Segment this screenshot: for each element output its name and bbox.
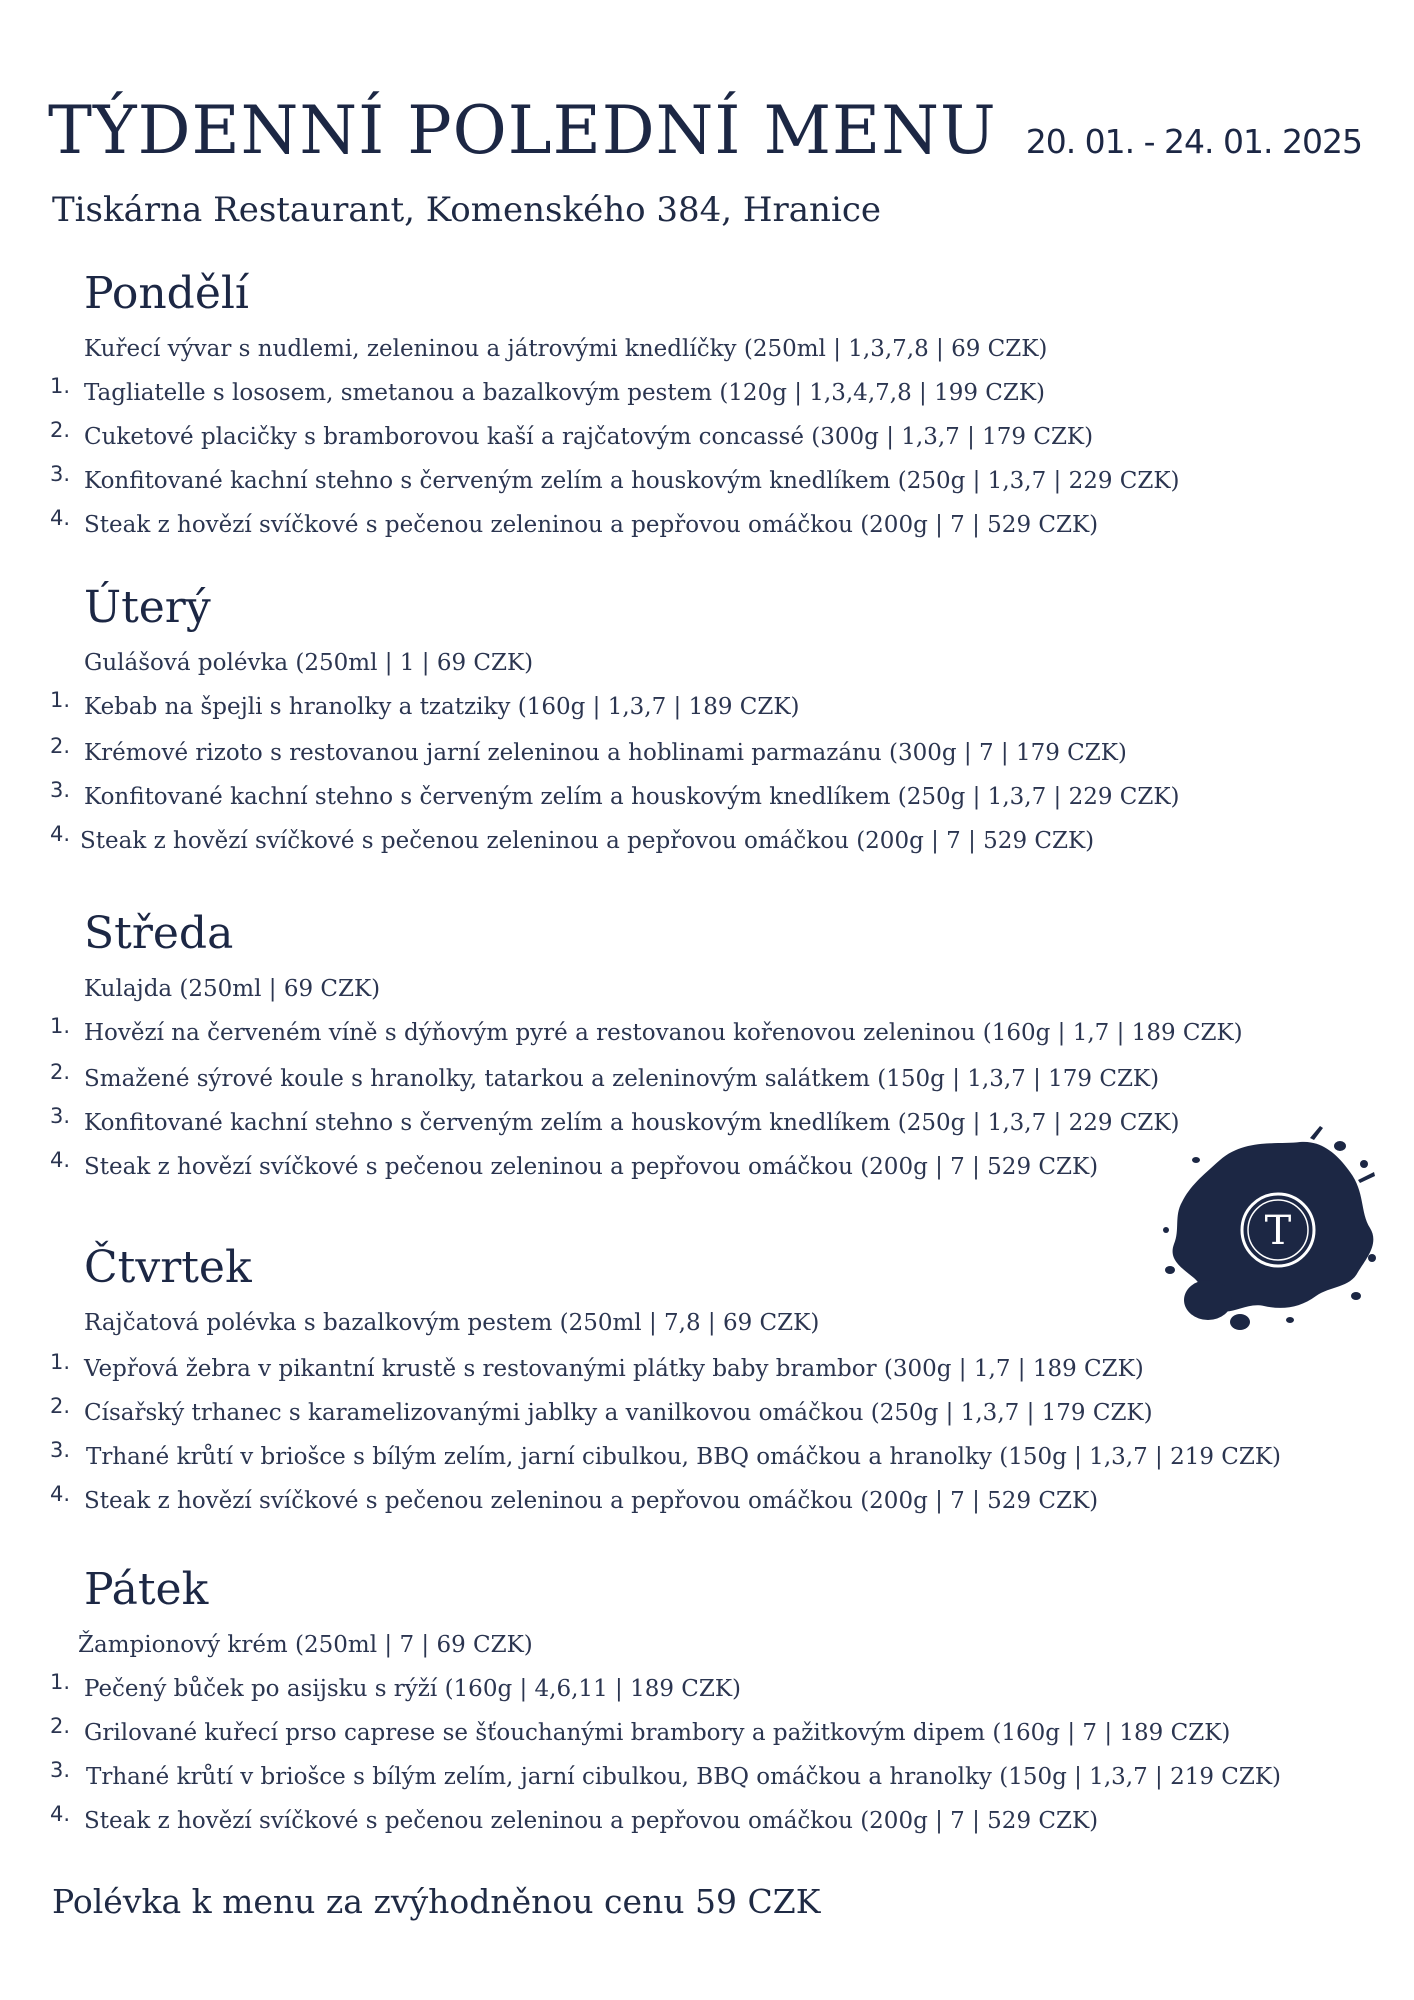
- dish-text: Císařský trhanec s karamelizovanými jablky a vanilkovou omáčkou (250g | 1,3,7 | 179 CZK): [84, 1400, 1153, 1426]
- dish-item: [0, 506, 1414, 544]
- dish-item: [0, 1438, 1414, 1476]
- day-name: Pondělí: [84, 268, 249, 319]
- soup-line: Rajčatová polévka s bazalkovým pestem (250ml | 7,8 | 69 CZK): [84, 1310, 820, 1336]
- dish-text: Cuketové placičky s bramborovou kaší a rajčatovým concassé (300g | 1,3,7 | 179 CZK): [84, 424, 1094, 450]
- dish-item: [0, 1758, 1414, 1796]
- menu-header: [48, 92, 1388, 169]
- dish-item: [0, 1350, 1414, 1388]
- dish-item: [0, 1714, 1414, 1752]
- dish-text: Krémové rizoto s restovanou jarní zeleninou a hoblinami parmazánu (300g | 7 | 179 CZK): [84, 740, 1127, 766]
- page-title: TÝDENNÍ POLEDNÍ MENU: [48, 92, 997, 169]
- dish-number: 2.: [50, 1060, 71, 1084]
- dish-number: 3.: [50, 462, 71, 486]
- dish-item: [0, 1394, 1414, 1432]
- dish-text: Steak z hovězí svíčkové s pečenou zeleninou a pepřovou omáčkou (200g | 7 | 529 CZK): [84, 1488, 1099, 1514]
- dish-item: [0, 1060, 1414, 1098]
- dish-item: [0, 1014, 1414, 1052]
- dish-number: 4.: [50, 822, 71, 846]
- soup-line: Žampionový krém (250ml | 7 | 69 CZK): [78, 1632, 533, 1658]
- soup-line: Kulajda (250ml | 69 CZK): [84, 976, 381, 1002]
- dish-number: 1.: [50, 374, 71, 398]
- day-name: Čtvrtek: [84, 1242, 252, 1293]
- dish-item: [0, 822, 1414, 860]
- dish-item: [0, 688, 1414, 726]
- dish-text: Smažené sýrové koule s hranolky, tatarkou a zeleninovým salátkem (150g | 1,3,7 | 179 CZK): [84, 1066, 1160, 1092]
- dish-number: 2.: [50, 1394, 71, 1418]
- dish-number: 2.: [50, 734, 71, 758]
- dish-text: Tagliatelle s lososem, smetanou a bazalkovým pestem (120g | 1,3,4,7,8 | 199 CZK): [84, 380, 1046, 406]
- dish-item: [0, 462, 1414, 500]
- dish-number: 4.: [50, 1482, 71, 1506]
- soup-discount-note: Polévka k menu za zvýhodněnou cenu 59 CZK: [52, 1882, 821, 1921]
- dish-item: [0, 734, 1414, 772]
- dish-number: 3.: [50, 1438, 71, 1462]
- dish-item: [0, 418, 1414, 456]
- dish-text: Steak z hovězí svíčkové s pečenou zeleninou a pepřovou omáčkou (200g | 7 | 529 CZK): [80, 828, 1095, 854]
- dish-number: 3.: [50, 778, 71, 802]
- day-name: Středa: [84, 908, 234, 959]
- dish-text: Konfitované kachní stehno s červeným zelím a houskovým knedlíkem (250g | 1,3,7 | 229 CZK): [84, 1110, 1180, 1136]
- dish-item: [0, 778, 1414, 816]
- dish-number: 2.: [50, 1714, 71, 1738]
- dish-number: 3.: [50, 1758, 71, 1782]
- dish-text: Kebab na špejli s hranolky a tzatziky (160g | 1,3,7 | 189 CZK): [84, 694, 800, 720]
- day-name: Úterý: [84, 582, 211, 633]
- dish-number: 1.: [50, 688, 71, 712]
- date-range: 20. 01. - 24. 01. 2025: [1025, 122, 1362, 161]
- dish-item: [0, 1802, 1414, 1840]
- dish-text: Grilované kuřecí prso caprese se šťouchanými brambory a pažitkovým dipem (160g | 7 | 189 CZK): [84, 1720, 1231, 1746]
- dish-number: 4.: [50, 506, 71, 530]
- dish-item: [0, 374, 1414, 412]
- dish-number: 1.: [50, 1670, 71, 1694]
- dish-text: Konfitované kachní stehno s červeným zelím a houskovým knedlíkem (250g | 1,3,7 | 229 CZK): [84, 468, 1180, 494]
- dish-text: Steak z hovězí svíčkové s pečenou zeleninou a pepřovou omáčkou (200g | 7 | 529 CZK): [84, 1808, 1099, 1834]
- dish-item: [0, 1482, 1414, 1520]
- dish-number: 4.: [50, 1802, 71, 1826]
- dish-text: Steak z hovězí svíčkové s pečenou zeleninou a pepřovou omáčkou (200g | 7 | 529 CZK): [84, 1154, 1099, 1180]
- logo-letter: T: [1264, 1208, 1292, 1254]
- dish-text: Trhané krůtí v briošce s bílým zelím, jarní cibulkou, BBQ omáčkou a hranolky (150g | 1,3,7 | 219 CZK): [86, 1764, 1282, 1790]
- dish-text: Steak z hovězí svíčkové s pečenou zeleninou a pepřovou omáčkou (200g | 7 | 529 CZK): [84, 512, 1099, 538]
- dish-text: Pečený bůček po asijsku s rýží (160g | 4,6,11 | 189 CZK): [84, 1676, 742, 1702]
- dish-text: Konfitované kachní stehno s červeným zelím a houskovým knedlíkem (250g | 1,3,7 | 229 CZK): [84, 784, 1180, 810]
- restaurant-address: Tiskárna Restaurant, Komenského 384, Hranice: [52, 190, 881, 230]
- dish-number: 1.: [50, 1350, 71, 1374]
- dish-number: 1.: [50, 1014, 71, 1038]
- dish-number: 2.: [50, 418, 71, 442]
- dish-text: Hovězí na červeném víně s dýňovým pyré a restovanou kořenovou zeleninou (160g | 1,7 | 189 CZK): [84, 1020, 1243, 1046]
- dish-text: Trhané krůtí v briošce s bílým zelím, jarní cibulkou, BBQ omáčkou a hranolky (150g | 1,3,7 | 219 CZK): [86, 1444, 1282, 1470]
- dish-text: Vepřová žebra v pikantní krustě s restovanými plátky baby brambor (300g | 1,7 | 189 CZK): [84, 1356, 1144, 1382]
- dish-item: [0, 1670, 1414, 1708]
- dish-number: 3.: [50, 1104, 71, 1128]
- soup-line: Kuřecí vývar s nudlemi, zeleninou a játrovými knedlíčky (250ml | 1,3,7,8 | 69 CZK): [84, 336, 1048, 362]
- restaurant-logo-icon: [1160, 1120, 1380, 1340]
- day-name: Pátek: [84, 1564, 209, 1615]
- soup-line: Gulášová polévka (250ml | 1 | 69 CZK): [84, 650, 534, 676]
- dish-number: 4.: [50, 1148, 71, 1172]
